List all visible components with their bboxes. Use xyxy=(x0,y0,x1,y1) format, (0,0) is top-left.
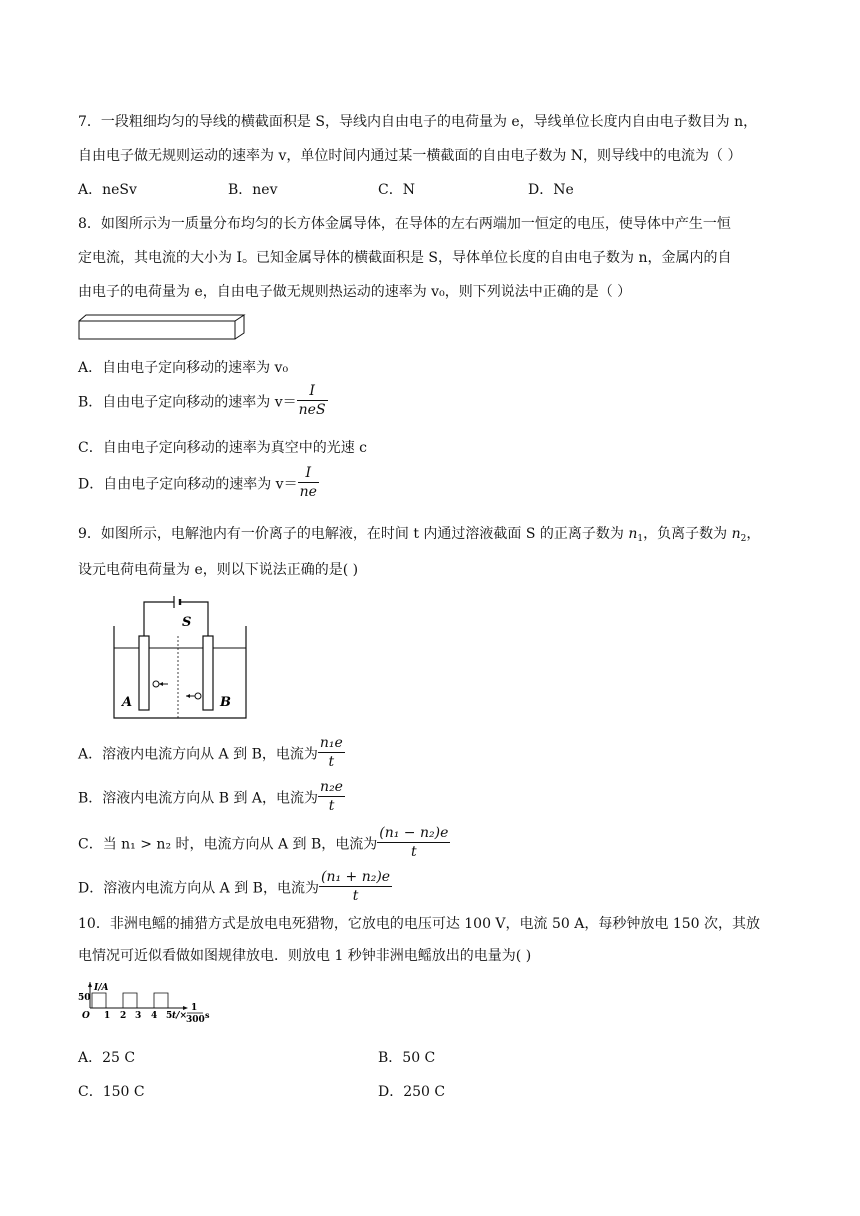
q10-option-b: B．50 C xyxy=(378,1050,436,1066)
section-s-label: S xyxy=(182,615,192,630)
pulse-1 xyxy=(92,993,106,1008)
pulse-2 xyxy=(123,993,137,1008)
q8-optd-numerator: I xyxy=(298,464,319,483)
conductor-block-figure xyxy=(78,314,248,342)
q8-option-b: B．自由电子定向移动的速率为 v＝ $\frac{I}{\text{neS}}$ xyxy=(78,383,326,418)
q8-stem-line2: 定电流，其电流的大小为 I。已知金属导体的横截面积是 S，导体单位长度的自由电子数为 n，金属内的自 xyxy=(78,250,732,266)
q8-optb-numerator: I xyxy=(297,382,328,401)
q8-optb-denominator: neS xyxy=(298,402,326,418)
q7-option-d: D．Ne xyxy=(528,182,574,198)
q10-stem-line1: 10．非洲电鳐的捕猎方式是放电电死猎物，它放电的电压可达 100 V，电流 50 A，每秒钟放电 150 次，其放 xyxy=(78,916,760,932)
q9-option-c: C．当 n₁ > n₂ 时，电流方向从 A 到 B，电流为 $\frac{\text{(n₁ − n₂)e}}{t}$ xyxy=(78,825,449,860)
svg-text:5: 5 xyxy=(166,1011,173,1021)
q7-option-c: C．N xyxy=(378,182,415,198)
graph-y-label: I/A xyxy=(94,983,109,993)
svg-text:s: s xyxy=(205,1010,210,1020)
q8-stem-line1: 8．如图所示为一质量分布均匀的长方体金属导体，在导体的左右两端加一恒定的电压，使导体中产生一恒 xyxy=(78,216,731,232)
negative-ion xyxy=(153,681,159,687)
q10-option-a: A．25 C xyxy=(78,1050,136,1066)
svg-text:300: 300 xyxy=(186,1015,205,1025)
discharge-graph xyxy=(78,980,218,1030)
svg-text:3: 3 xyxy=(135,1011,142,1021)
q8-optd-denominator: ne xyxy=(299,484,317,500)
q8-option-a: A．自由电子定向移动的速率为 v₀ xyxy=(78,360,289,376)
positive-ion xyxy=(195,693,201,699)
q7-option-b: B．nev xyxy=(228,182,278,198)
graph-x-label: t/× xyxy=(172,1011,187,1021)
electrode-b-label: B xyxy=(220,695,231,710)
q9-option-a: A．溶液内电流方向从 A 到 B，电流为 $\frac{\text{n₁e}}{t}$ xyxy=(78,735,343,770)
electrode-a-label: A xyxy=(122,695,133,710)
q8-option-c: C．自由电子定向移动的速率为真空中的光速 c xyxy=(78,440,368,456)
q10-option-d: D．250 C xyxy=(378,1084,446,1100)
svg-text:4: 4 xyxy=(151,1011,158,1021)
q9-option-b: B．溶液内电流方向从 B 到 A，电流为 $\frac{\text{n₂e}}{t}$ xyxy=(78,779,343,814)
q7-stem-line2: 自由电子做无规则运动的速率为 v，单位时间内通过某一横截面的自由电子数为 N，则导线中的电流为（ ） xyxy=(78,148,742,164)
q8-option-d: D．自由电子定向移动的速率为 v＝ $\frac{I}{ne}$ xyxy=(78,465,317,500)
q9-stem-line2: 设元电荷电荷量为 e，则以下说法正确的是( ) xyxy=(78,562,359,578)
electrolytic-cell-figure xyxy=(100,596,250,722)
graph-y-value: 50 xyxy=(78,993,91,1003)
q10-option-c: C．150 C xyxy=(78,1084,145,1100)
svg-text:1: 1 xyxy=(191,1003,198,1013)
svg-text:2: 2 xyxy=(120,1011,127,1021)
q9-stem-line1: 9．如图所示，电解池内有一价离子的电解液，在时间 t 内通过溶液截面 S 的正离子数为 $n_1$，负离子数为 $n_2$， xyxy=(78,526,761,544)
q10-stem-line2: 电情况可近似看做如图规律放电．则放电 1 秒钟非洲电鳐放出的电量为( ) xyxy=(78,948,532,964)
svg-text:1: 1 xyxy=(104,1011,111,1021)
q8-stem-line3: 由电子的电荷量为 e，自由电子做无规则热运动的速率为 v₀，则下列说法中正确的是（ ） xyxy=(78,284,632,300)
electrode-a xyxy=(139,636,149,710)
q7-stem-line1: 7．一段粗细均匀的导线的横截面积是 S，导线内自由电子的电荷量为 e，导线单位长度内自由电子数目为 n， xyxy=(78,114,758,130)
electrode-b xyxy=(203,636,213,710)
graph-origin: O xyxy=(82,1011,90,1021)
q7-option-a: A．neSv xyxy=(78,182,137,198)
q9-option-d: D．溶液内电流方向从 A 到 B，电流为 $\frac{\text{(n₁ + n₂)e}}{t}$ xyxy=(78,869,391,904)
pulse-3 xyxy=(154,993,168,1008)
